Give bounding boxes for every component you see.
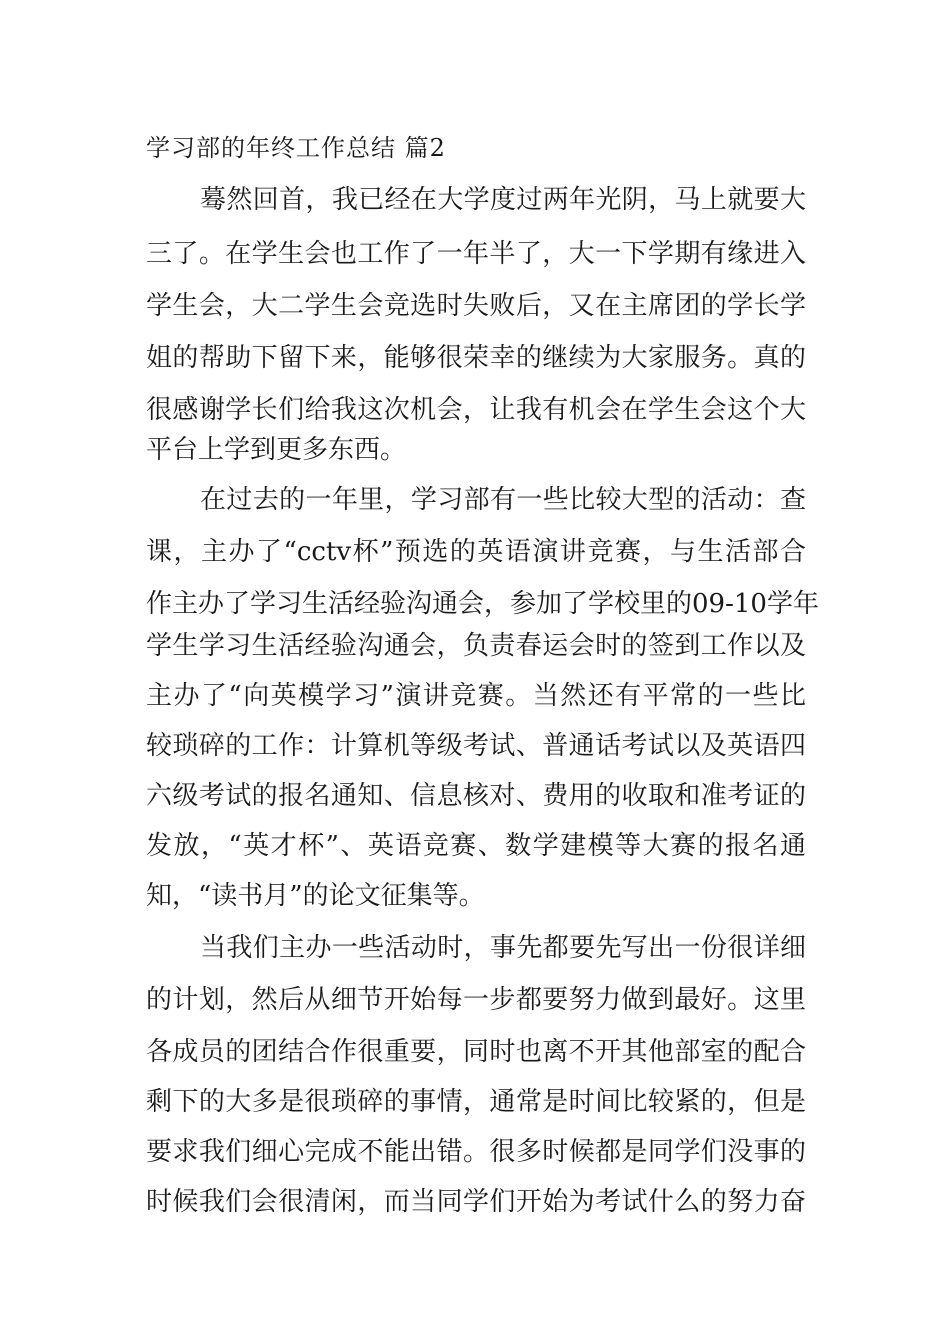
- paragraph-1-line-5: 很感谢学长们给我这次机会，让我有机会在学生会这个大: [146, 395, 806, 425]
- paragraph-1-line-3: 学生会，大二学生会竞选时失败后，又在主席团的学长学: [146, 291, 806, 321]
- paragraph-2-line-2: 课，主办了“cctv杯”预选的英语演讲竞赛，与生活部合: [146, 537, 806, 567]
- paragraph-2-line-5: 主办了“向英模学习”演讲竞赛。当然还有平常的一些比: [146, 681, 806, 711]
- paragraph-3-line-6: 时候我们会很清闲，而当同学们开始为考试什么的努力奋: [146, 1187, 806, 1217]
- paragraph-3-line-5: 要求我们细心完成不能出错。很多时候都是同学们没事的: [146, 1137, 806, 1167]
- paragraph-1-line-4: 姐的帮助下留下来，能够很荣幸的继续为大家服务。真的: [146, 343, 806, 373]
- paragraph-2-line-9: 知，“读书月”的论文征集等。: [146, 881, 485, 911]
- paragraph-3-line-4: 剩下的大多是很琐碎的事情，通常是时间比较紧的，但是: [146, 1087, 806, 1117]
- paragraph-2-line-1: 在过去的一年里，学习部有一些比较大型的活动：查: [200, 485, 806, 515]
- paragraph-1-line-1: 蓦然回首，我已经在大学度过两年光阴，马上就要大: [200, 185, 806, 215]
- paragraph-2-line-8: 发放，“英才杯”、英语竞赛、数学建模等大赛的报名通: [146, 831, 806, 861]
- paragraph-3-line-1: 当我们主办一些活动时，事先都要先写出一份很详细: [200, 933, 806, 963]
- paragraph-1-line-2: 三了。在学生会也工作了一年半了，大一下学期有缘进入: [146, 239, 806, 269]
- paragraph-3-line-2: 的计划，然后从细节开始每一步都要努力做到最好。这里: [146, 985, 806, 1015]
- paragraph-2-line-3: 作主办了学习生活经验沟通会，参加了学校里的09-10学年: [146, 589, 819, 619]
- paragraph-2-line-7: 六级考试的报名通知、信息核对、费用的收取和准考证的: [146, 781, 806, 811]
- paragraph-2-line-6: 较琐碎的工作：计算机等级考试、普通话考试以及英语四: [146, 731, 806, 761]
- document-title: 学习部的年终工作总结 篇2: [146, 134, 446, 162]
- paragraph-3-line-3: 各成员的团结合作很重要，同时也离不开其他部室的配合: [146, 1037, 806, 1067]
- paragraph-2-line-4: 学生学习生活经验沟通会，负责春运会时的签到工作以及: [146, 631, 806, 661]
- paragraph-1-line-6: 平台上学到更多东西。: [146, 435, 407, 465]
